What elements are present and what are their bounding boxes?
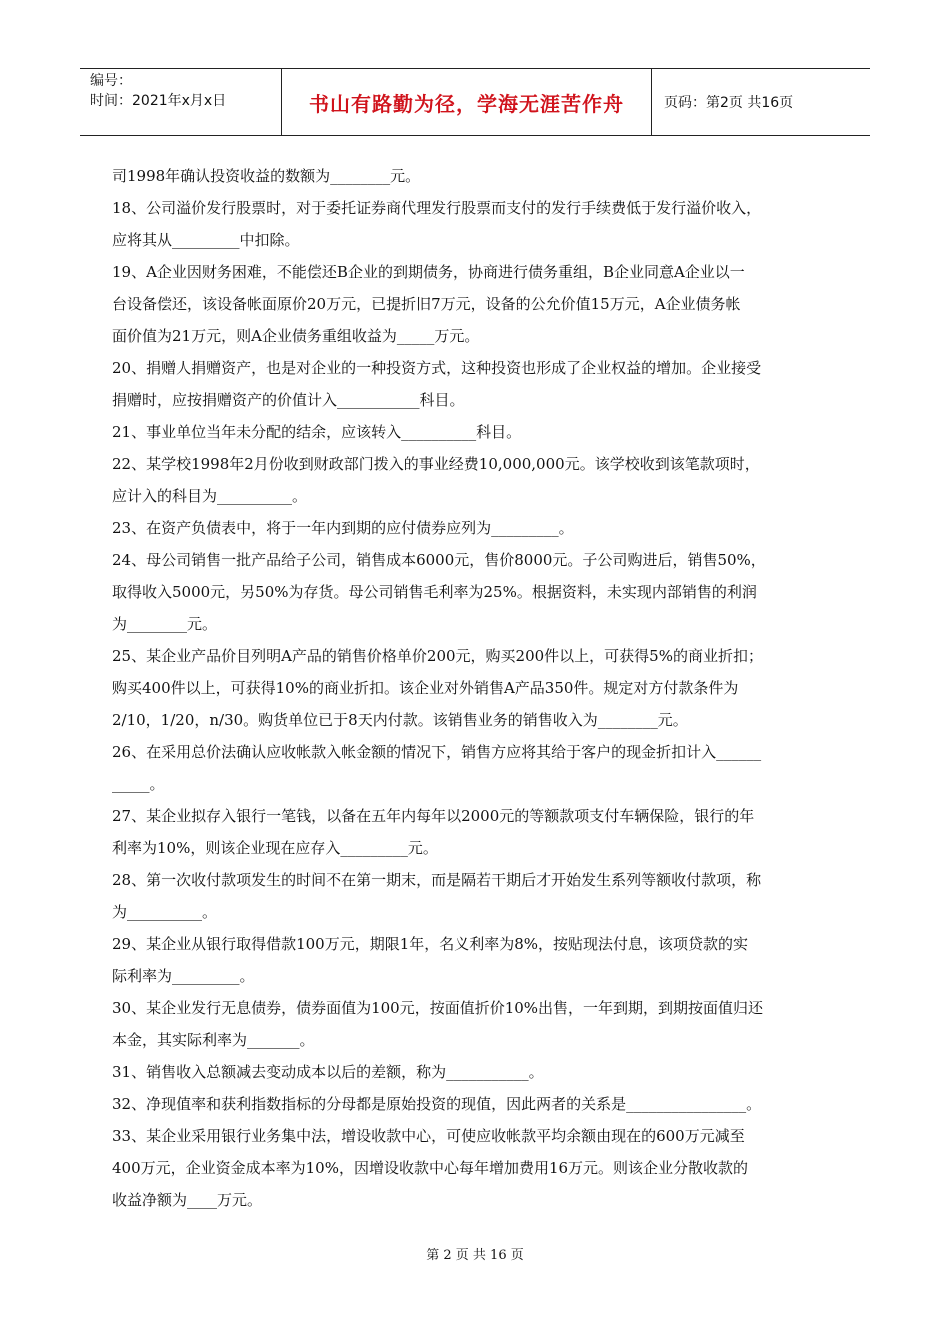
- text-line: 取得收入5000元，另50%为存货。母公司销售毛利率为25%。根据资料，未实现内部销售的利润: [112, 583, 757, 601]
- text-line: 购买400件以上，可获得10%的商业折扣。该企业对外销售A产品350件。规定对方付款条件为: [112, 679, 739, 697]
- text-line: 29、某企业从银行取得借款100万元，期限1年，名义利率为8%，按贴现法付息，该项贷款的实: [112, 935, 749, 953]
- text-line: 26、在采用总价法确认应收帐款入帐金额的情况下，销售方应将其给于客户的现金折扣计入______: [112, 743, 762, 761]
- page-header: [80, 68, 870, 136]
- page-footer: 第 2 页 共 16 页: [426, 1248, 524, 1263]
- text-line: 际利率为_________。: [112, 967, 255, 985]
- text-line: 31、销售收入总额减去变动成本以后的差额，称为___________。: [112, 1063, 544, 1081]
- text-line: 18、公司溢价发行股票时，对于委托证券商代理发行股票而支付的发行手续费低于发行溢价收入，: [112, 199, 762, 217]
- text-line: 24、母公司销售一批产品给子公司，销售成本6000元，售价8000元。子公司购进后，销售50%，: [112, 551, 766, 569]
- text-line: 收益净额为____万元。: [112, 1191, 263, 1209]
- text-line: 23、在资产负债表中，将于一年内到期的应付债券应列为_________。: [112, 519, 574, 537]
- text-line: 33、某企业采用银行业务集中法，增设收款中心，可使应收帐款平均余额由现在的600万元减至: [112, 1127, 745, 1145]
- text-line: 21、事业单位当年未分配的结余，应该转入__________科目。: [112, 423, 522, 441]
- text-line: _____。: [112, 775, 165, 793]
- text-line: 25、某企业产品价目列明A产品的销售价格单价200元，购买200件以上，可获得5%的商业折扣；: [112, 647, 763, 665]
- question-list: [112, 160, 840, 1216]
- text-line: 19、A企业因财务困难，不能偿还B企业的到期债务，协商进行债务重组，B企业同意A企业以一: [112, 263, 745, 281]
- text-line: 20、捐赠人捐赠资产，也是对企业的一种投资方式，这种投资也形成了企业权益的增加。企业接受: [112, 359, 762, 377]
- text-line: 27、某企业拟存入银行一笔钱，以备在五年内每年以2000元的等额款项支付车辆保险，银行的年: [112, 807, 755, 825]
- text-line: 为________元。: [112, 615, 218, 633]
- text-line: 本金，其实际利率为_______。: [112, 1031, 315, 1049]
- text-line: 32、净现值率和获利指数指标的分母都是原始投资的现值，因此两者的关系是________________。: [112, 1095, 762, 1113]
- header-motto: 书山有路勤为径，学海无涯苦作舟: [282, 69, 652, 135]
- text-line: 面价值为21万元，则A企业债务重组收益为_____万元。: [112, 327, 480, 345]
- text-line: 应计入的科目为__________。: [112, 487, 308, 505]
- document-number-label: 编号：: [90, 73, 132, 89]
- header-page-info: 页码：第2页 共16页: [664, 95, 794, 111]
- text-line: 司1998年确认投资收益的数额为________元。: [112, 167, 421, 185]
- text-line: 为__________。: [112, 903, 218, 921]
- text-line: 利率为10%，则该企业现在应存入_________元。: [112, 839, 438, 857]
- text-line: 捐赠时，应按捐赠资产的价值计入___________科目。: [112, 391, 465, 409]
- text-line: 28、第一次收付款项发生的时间不在第一期末，而是隔若干期后才开始发生系列等额收付款项，称: [112, 871, 762, 889]
- text-line: 2/10，1/20，n/30。购货单位已于8天内付款。该销售业务的销售收入为________元。: [112, 711, 688, 729]
- text-line: 应将其从_________中扣除。: [112, 231, 300, 249]
- text-line: 台设备偿还，该设备帐面原价20万元，已提折旧7万元，设备的公允价值15万元，A企业债务帐: [112, 295, 741, 313]
- text-line: 22、某学校1998年2月份收到财政部门拨入的事业经费10,000,000元。该学校收到该笔款项时，: [112, 455, 760, 473]
- header-meta: [80, 69, 282, 135]
- text-line: 400万元，企业资金成本率为10%，因增设收款中心每年增加费用16万元。则该企业分散收款的: [112, 1159, 749, 1177]
- document-date: 时间：2021年x月x日: [90, 93, 227, 109]
- text-line: 30、某企业发行无息债券，债券面值为100元，按面值折价10%出售，一年到期，到期按面值归还: [112, 999, 764, 1017]
